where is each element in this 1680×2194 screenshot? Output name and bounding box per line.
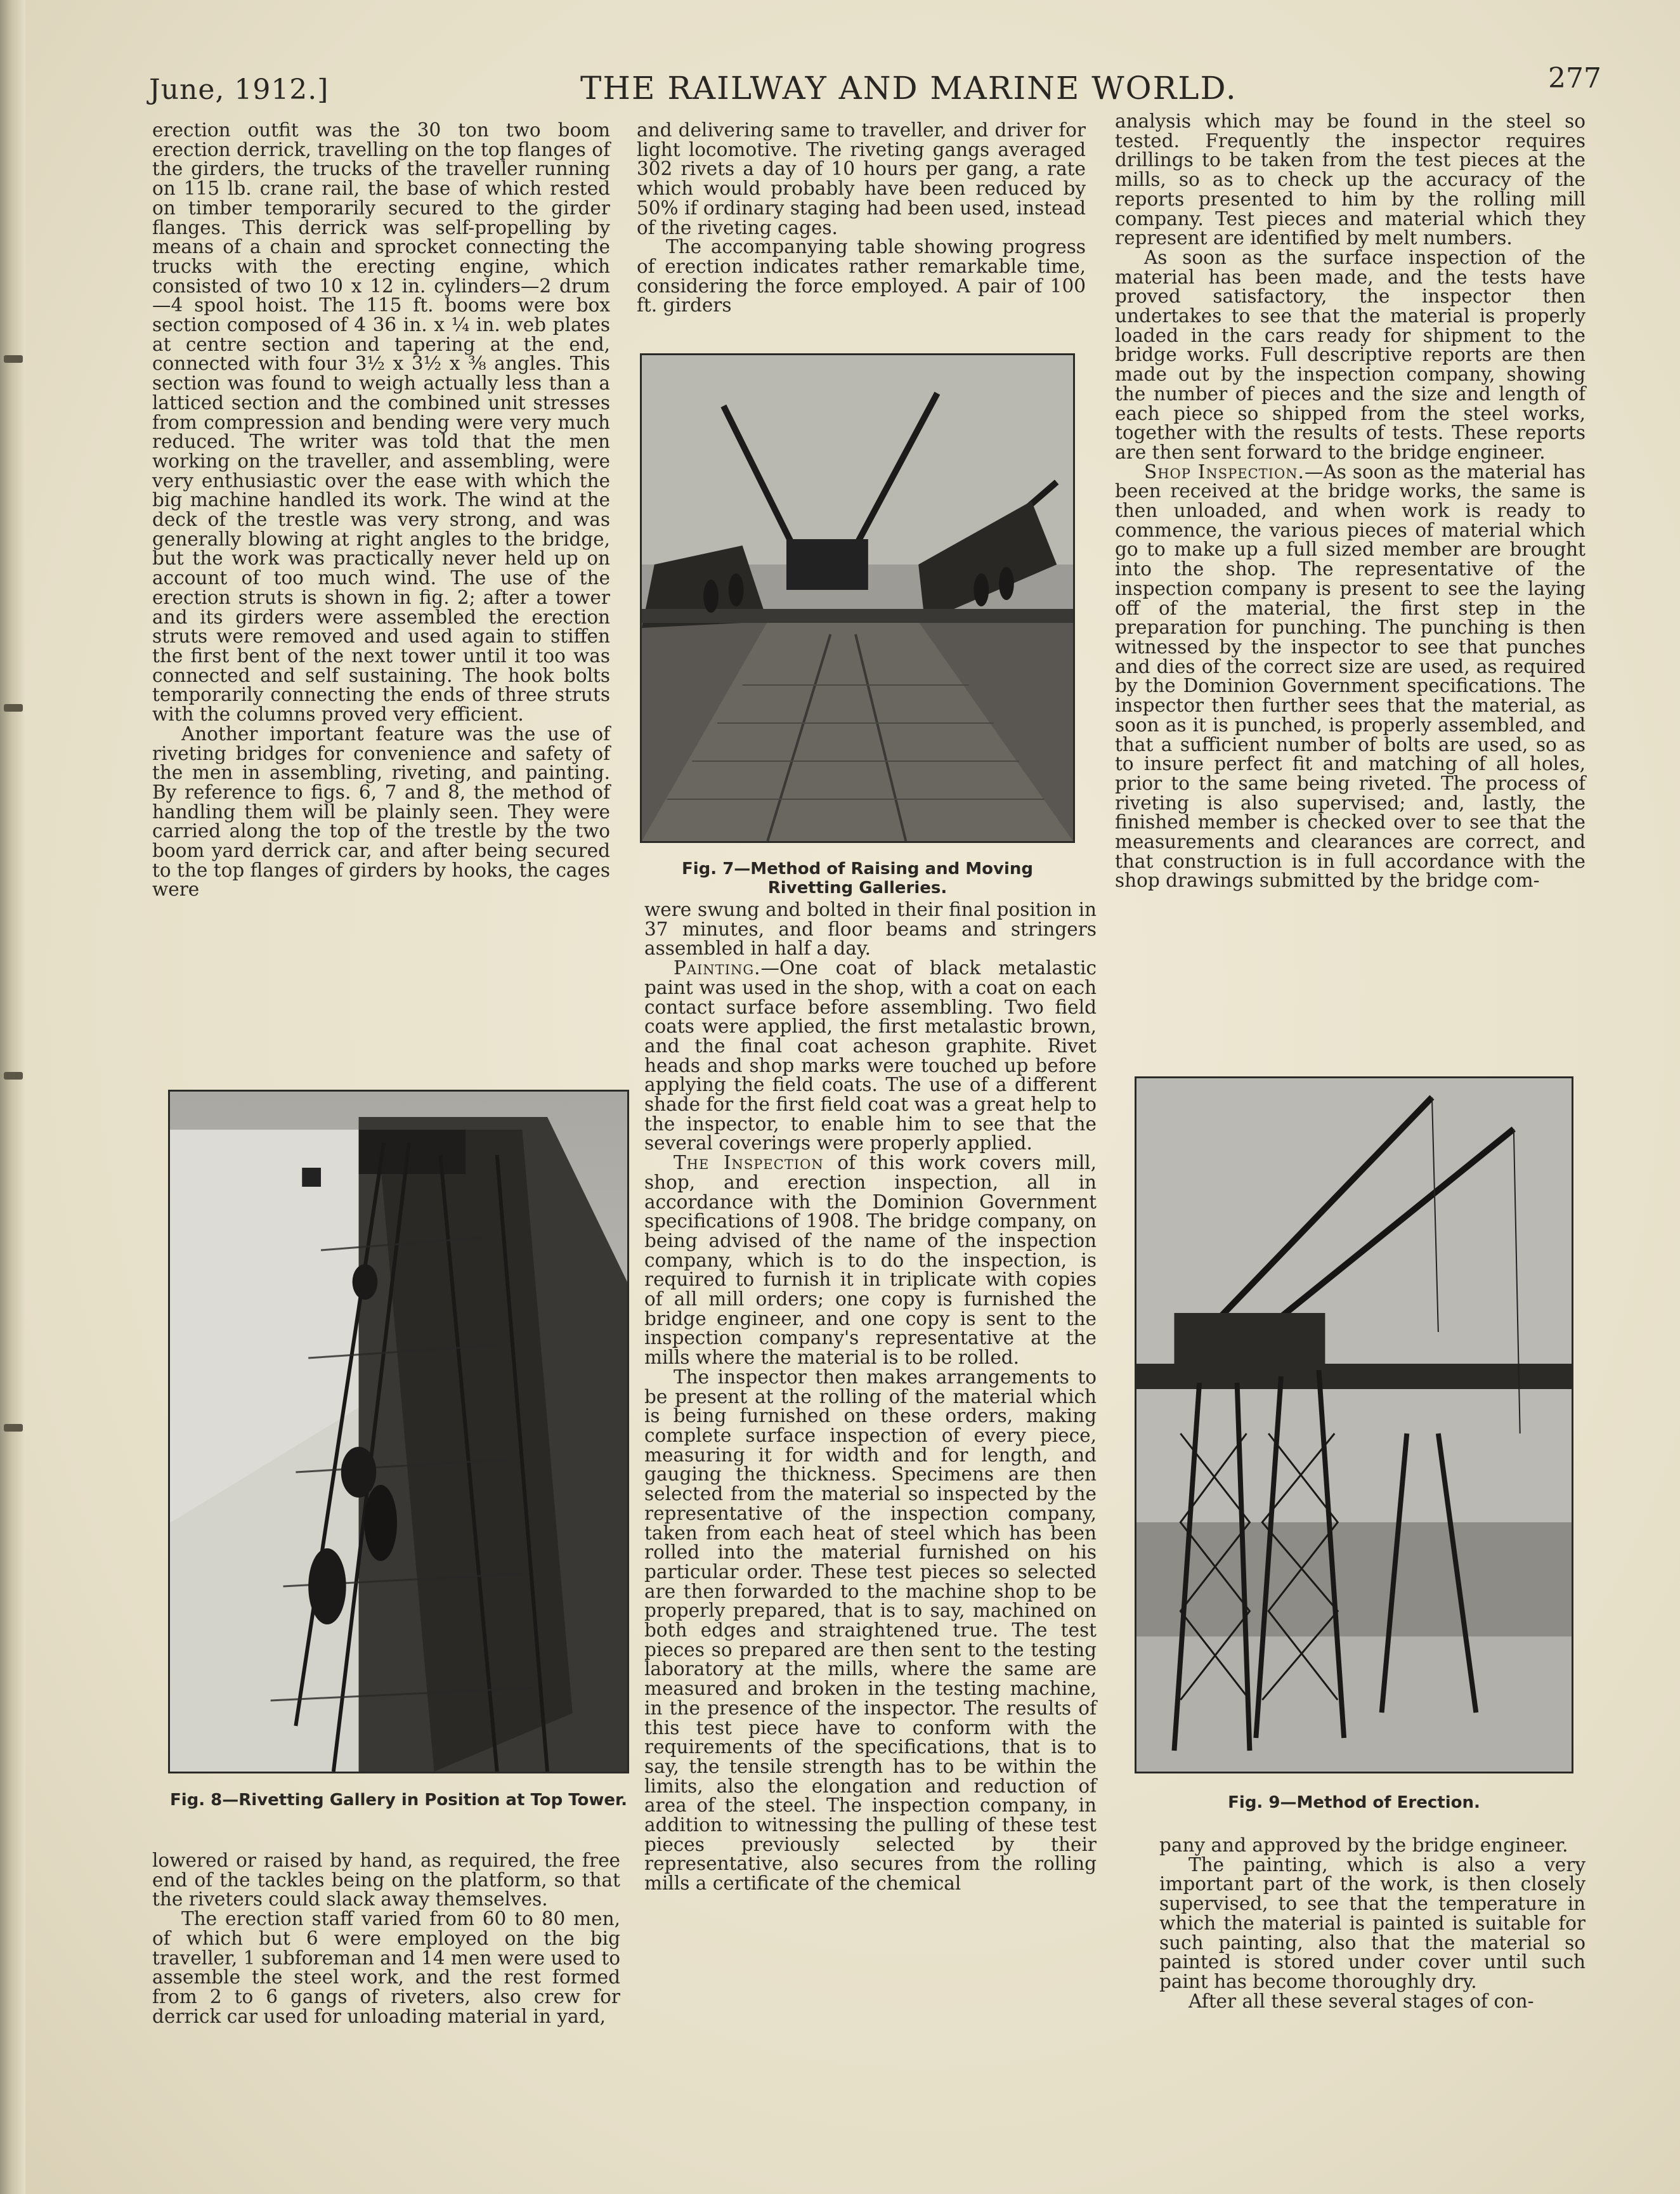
figure-8-photo [168,1090,629,1773]
section-heading-shop-inspection: Shop Inspection. [1144,460,1305,483]
binding-edge [0,0,25,2194]
issue-date: June, 1912.] [149,74,329,106]
figure-8 [168,1090,629,1838]
paragraph: pany and approved by the bridge engineer. [1159,1834,1568,1856]
column-1-continuation [152,1851,620,2026]
paragraph-text: of this work covers mill, shop, and erection inspection, all in accordance with the Dominion Government specifications of 1908. The bridge company, on being advised of the name of the inspection company, which is to do the inspection, is required to furnish it in triplicate with copies of all mill orders; one copy is furnished the bridge engineer, and one copy is sent to the inspection company's representative at the mills where the material is to be rolled. [644,1152,1097,1369]
column-1-text [152,121,610,899]
paragraph: The inspector then makes arrangements to be present at the rolling of the material which is being furnished on these orders, making complete surface inspection of every piece, measuring it for width and for length, and gauging the thickness. Specimens are then selected from the material so inspected by the representative of the inspection company, taken from each heat of steel which has been rolled into the material furnished on his particular order. These test pieces so selected are then forwarded to the machine shop to be properly prepared, that is to say, machined on both edges and straightened true. The test pieces so prepared are then sent to the testing laboratory at the mills, where the same are measured and broken in the testing machine, in the presence of the inspector. The results of this test piece have to conform with the requirements of the specifications, that is to say, the tensile strength has to be within the limits, also the elongation and reduction of area of the steel. The inspection company, in addition to witnessing the pulling of these test pieces previously selected by their representative, also secures from the rolling mills a certificate of the chemical [644,1366,1097,1895]
figure-7-photo [640,353,1075,843]
page-number: 277 [1548,62,1601,95]
paragraph: As soon as the surface inspection of the material has been made, and the tests have proved satisfactory, the inspector then undertakes to see that the material is properly loaded in the cars ready for shipment to the bridge works. Full descriptive reports are then made out by the inspection company, showing the number of pieces and the size and length of each piece so shipped from the steel works, together with the results of tests. These reports are then sent forward to the bridge engineer. [1115,246,1586,463]
figure-7-caption: Fig. 7—Method of Raising and Moving Rivetting Galleries. [682,859,1033,898]
column-3-text [1115,112,1586,891]
figure-9-photo [1135,1076,1573,1773]
paragraph: Another important feature was the use of riveting bridges for convenience and safety of the men in assembling, riveting, and painting. By reference to figs. 6, 7 and 8, the method of handling them will be plainly seen. They were carried along the top of the trestle by the two boom yard derrick car, and after being secured to the top flanges of girders by hooks, the cages were [152,722,610,901]
section-heading-inspection: The Inspection [674,1152,824,1174]
staple-mark [4,704,23,712]
paragraph: The painting, which is also a very important part of the work, is then closely supervised, to see that the temperature in which the material is painted is suitable for such painting, also that the material so painted is stored under cover until such paint has become thoroughly dry. [1159,1853,1586,1992]
paragraph: erection outfit was the 30 ton two boom erection derrick, travelling on the top flanges of the girders, the trucks of the traveller running on 115 lb. crane rail, the base of which rested on timber temporarily secured to the girder flanges. This derrick was self-propelling by means of a chain and sprocket connecting the trucks with the erecting engine, which consisted of two 10 x 12 in. cylinders—2 drum—4 spool hoist. The 115 ft. booms were box section composed of 4 36 in. x ¼ in. web plates at centre section and tapering at the end, connected with four 3½ x 3½ x ⅜ angles. This section was found to weigh actually less than a latticed section and the combined unit stresses from compression and bending were very much reduced. The writer was told that the men working on the traveller, and assembling, were very enthusiastic over the ease with which the big machine handled its work. The wind at the deck of the trestle was very strong, and was generally blowing at right angles to the bridge, but the work was practically never held up on account of too much wind. The use of the erection struts is shown in fig. 2; after a tower and its girders were assembled the erection struts were removed and used again to stiffen the first bent of the next tower until it too was connected and self sustaining. The hook bolts temporarily connecting the ends of three struts with the columns proved very efficient. [152,119,610,726]
section-heading-painting: Painting. [674,957,761,979]
figure-9 [1135,1076,1573,1825]
paragraph: and delivering same to traveller, and driver for light locomotive. The riveting gangs averaged 302 rivets a day of 10 hours per gang, a rate which would probably have been reduced by 50% if ordinary staging had been used, instead of the riveting cages. [637,119,1086,238]
paragraph: lowered or raised by hand, as required, the free end of the tackles being on the platform, so that the riveters could slack away themselves. [152,1850,620,1910]
column-2-continuation [644,900,1097,1893]
paragraph: After all these several stages of con- [1188,1990,1534,2012]
paragraph [1115,462,1586,891]
paragraph: The accompanying table showing progress of erection indicates rather remarkable time, considering the force employed. A pair of 100 ft. girders [637,236,1086,317]
figure-7 [640,353,1075,899]
paragraph-text: —One coat of black metalastic paint was used in the shop, with a coat on each contact surface before assembling. Two field coats were applied, the first metalastic brown, and the final coat acheson graphite. Rivet heads and shop marks were touched up before applying the field coats. The use of a different shade for the first field coat was a great help to the inspector, to enable him to see that the several coverings were properly applied. [644,957,1097,1154]
paragraph [644,1153,1097,1368]
paragraph-text: —As soon as the material has been received at the bridge works, the same is then unloaded, and when work is ready to commence, the various pieces of material which go to make up a full sized member are brought into the shop. The representative of the inspection company is present to see the laying off of the material, the first step in the preparation for punching. The punching is then witnessed by the inspector to see that punches and dies of the correct size are used, as required by the Dominion Government specifications. The inspector then further sees that the material, as soon as it is punched, is properly assembled, and that a sufficient number of bolts are used, so as to insure perfect fit and matching of all holes, prior to the same being riveted. The process of riveting is also supervised; and, lastly, the finished member is checked over to see that the measurements and clearances are correct, and that construction is in full accordance with the shop drawings submitted by the bridge com- [1115,460,1586,892]
staple-mark [4,1072,23,1080]
running-header [149,62,1601,107]
paragraph [644,958,1097,1153]
journal-title: THE RAILWAY AND MARINE WORLD. [580,70,1237,107]
column-2-text [637,121,1086,315]
paragraph: were swung and bolted in their final position in 37 minutes, and floor beams and stringers assembled in half a day. [644,899,1097,960]
staple-mark [4,355,23,363]
staple-mark [4,1424,23,1432]
paragraph: analysis which may be found in the steel so tested. Frequently the inspector requires drillings to be taken from the test pieces at the mills, so as to check up the accuracy of the reports presented to him by the rolling mill company. Test pieces and material which they represent are identified by melt numbers. [1115,110,1586,249]
figure-8-caption: Fig. 8—Rivetting Gallery in Position at Top Tower. [169,1791,628,1810]
paragraph: The erection staff varied from 60 to 80 men, of which but 6 were employed on the big traveller, 1 subforeman and 14 men were used to assemble the steel work, and the rest formed from 2 to 6 gangs of riveters, also crew for derrick car used for unloading material in yard, [152,1908,620,2027]
figure-9-caption: Fig. 9—Method of Erection. [1228,1793,1480,1812]
column-3-continuation [1159,1836,1586,2011]
